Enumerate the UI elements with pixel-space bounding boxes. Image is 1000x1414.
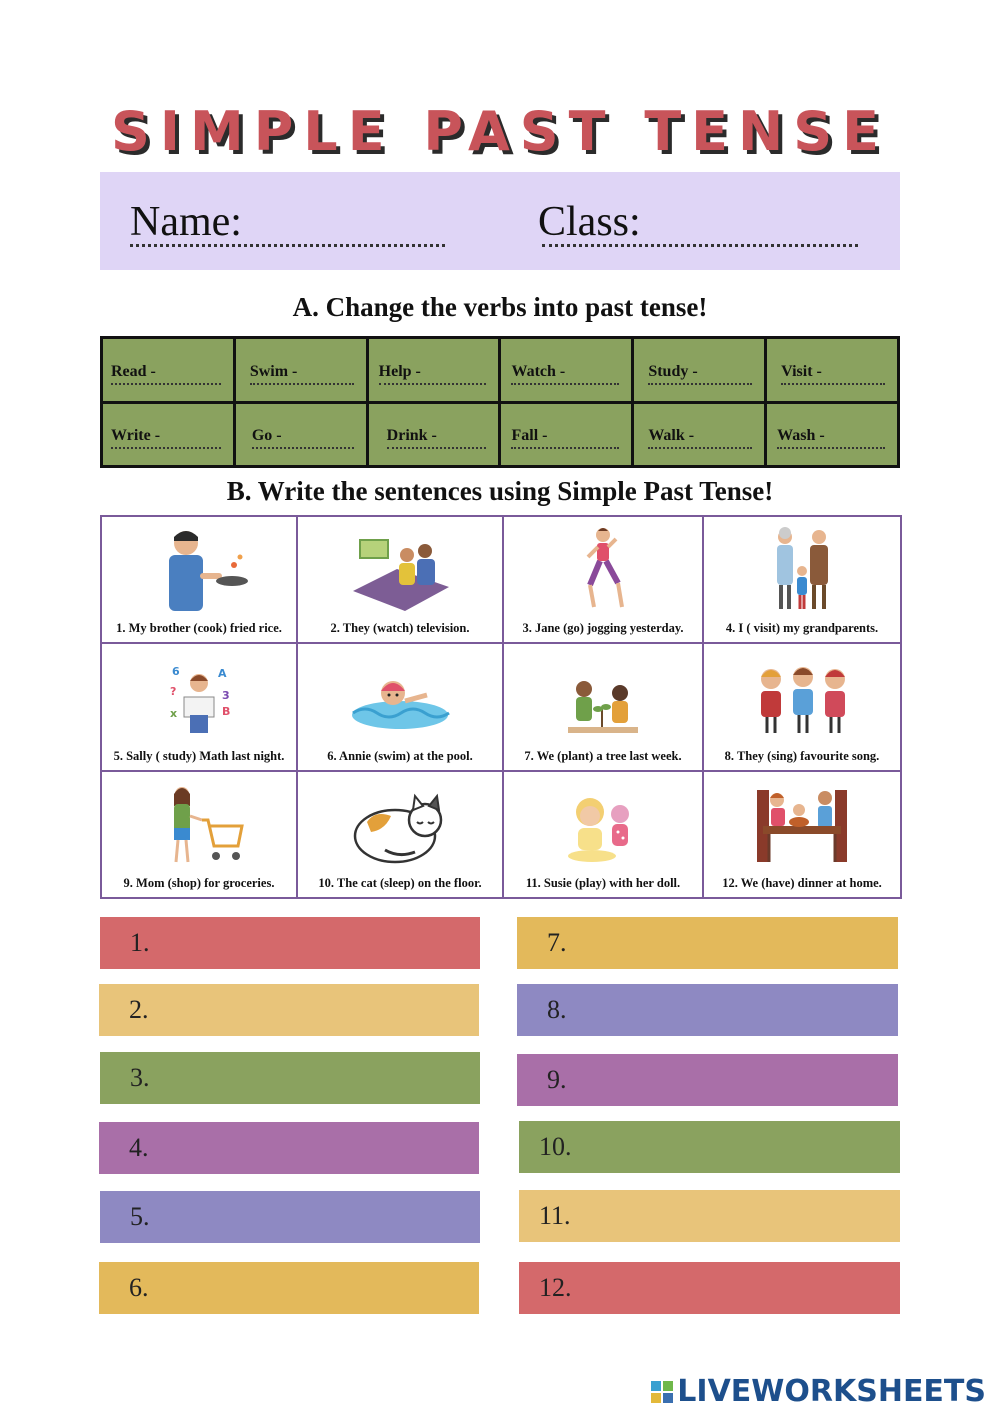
picture-card-12 [703,771,901,898]
class-input[interactable] [542,244,858,247]
picture-card-7 [503,643,703,770]
family-dinner-icon [747,780,857,870]
sentence-9: 9. Mom (shop) for groceries. [123,876,275,890]
picture-card-10 [297,771,503,898]
cooking-boy-icon [144,525,254,615]
liveworksheets-logo[interactable] [651,1374,986,1409]
sentence-6: 6. Annie (swim) at the pool. [327,748,473,763]
picture-card-2 [297,516,503,643]
answer-bar-10[interactable]: 10. [519,1121,900,1173]
section-b-heading: B. Write the sentences using Simple Past Tense! [226,476,774,506]
picture-card-9 [101,771,297,898]
answer-bar-4[interactable]: 4. [99,1122,479,1174]
picture-card-1 [101,516,297,643]
grandparents-icon [747,525,857,615]
sentence-4: 4. I ( visit) my grandparents. [725,621,879,636]
shopping-cart-icon [144,780,254,870]
verb-read[interactable]: Read - [111,363,221,385]
sentence-1: 1. My brother (cook) fried rice. [116,621,282,636]
studying-math-icon [144,653,254,743]
verb-go[interactable]: Go - [252,427,354,449]
sleeping-cat-icon [345,780,455,870]
sentence-3: 3. Jane (go) jogging yesterday. [522,621,684,636]
answer-bar-3[interactable]: 3. [100,1052,480,1104]
verb-table [100,336,900,468]
answer-bar-6[interactable]: 6. [99,1262,479,1314]
jogging-girl-icon [548,525,658,615]
picture-card-6 [297,643,503,770]
svg-text:x: x [170,706,178,720]
verb-swim[interactable]: Swim - [250,363,354,385]
picture-card-8 [703,643,901,770]
verb-fall[interactable]: Fall - [511,427,619,449]
worksheet-title: SIMPLE PAST TENSE [110,100,890,163]
answer-bar-7[interactable]: 7. [517,917,898,969]
sentence-5: 5. Sally ( study) Math last night. [113,748,285,763]
svg-text:?: ? [170,684,177,698]
picture-card-4 [703,516,901,643]
verb-help[interactable]: Help - [379,363,487,385]
answer-bar-2[interactable]: 2. [99,984,479,1036]
sentence-12: 12. We (have) dinner at home. [722,876,882,890]
singing-kids-icon [747,653,857,743]
sentence-2: 2. They (watch) television. [330,621,470,636]
answer-bar-8[interactable]: 8. [517,984,898,1036]
svg-text:6: 6 [172,664,180,678]
verb-write[interactable]: Write - [111,427,221,449]
verb-walk[interactable]: Walk - [648,427,752,449]
svg-text:3: 3 [222,688,230,702]
picture-card-5 [101,643,297,770]
answer-bar-5[interactable]: 5. [100,1191,480,1243]
watching-tv-icon [345,525,455,615]
verb-wash[interactable]: Wash - [777,427,885,449]
verb-drink[interactable]: Drink - [387,427,487,449]
answer-bar-12[interactable]: 12. [519,1262,900,1314]
sentence-11: 11. Susie (play) with her doll. [525,876,681,890]
verb-row-2 [102,402,899,467]
answer-bar-9[interactable]: 9. [517,1054,898,1106]
logo-text: LIVEWORKSHEETS [677,1374,986,1409]
answer-bar-11[interactable]: 11. [519,1190,900,1242]
verb-study[interactable]: Study - [648,363,752,385]
svg-text:B: B [222,704,231,718]
sentence-8: 8. They (sing) favourite song. [724,748,880,763]
svg-text:A: A [218,666,227,680]
picture-card-3 [503,516,703,643]
verb-watch[interactable]: Watch - [511,363,619,385]
logo-mark-icon [651,1381,673,1403]
name-class-box [100,172,900,270]
playing-doll-icon [548,780,658,870]
name-label: Name: [130,199,242,245]
name-input[interactable] [130,244,445,247]
verb-row-1 [102,338,899,403]
verb-visit[interactable]: Visit - [781,363,885,385]
planting-tree-icon [548,653,658,743]
class-label: Class: [538,199,641,245]
answer-bar-1[interactable]: 1. [100,917,480,969]
swimming-girl-icon [345,653,455,743]
sentence-10: 10. The cat (sleep) on the floor. [318,876,482,890]
sentence-7: 7. We (plant) a tree last week. [524,748,682,763]
picture-grid [100,515,902,899]
section-a-heading: A. Change the verbs into past tense! [292,292,708,322]
picture-card-11 [503,771,703,898]
